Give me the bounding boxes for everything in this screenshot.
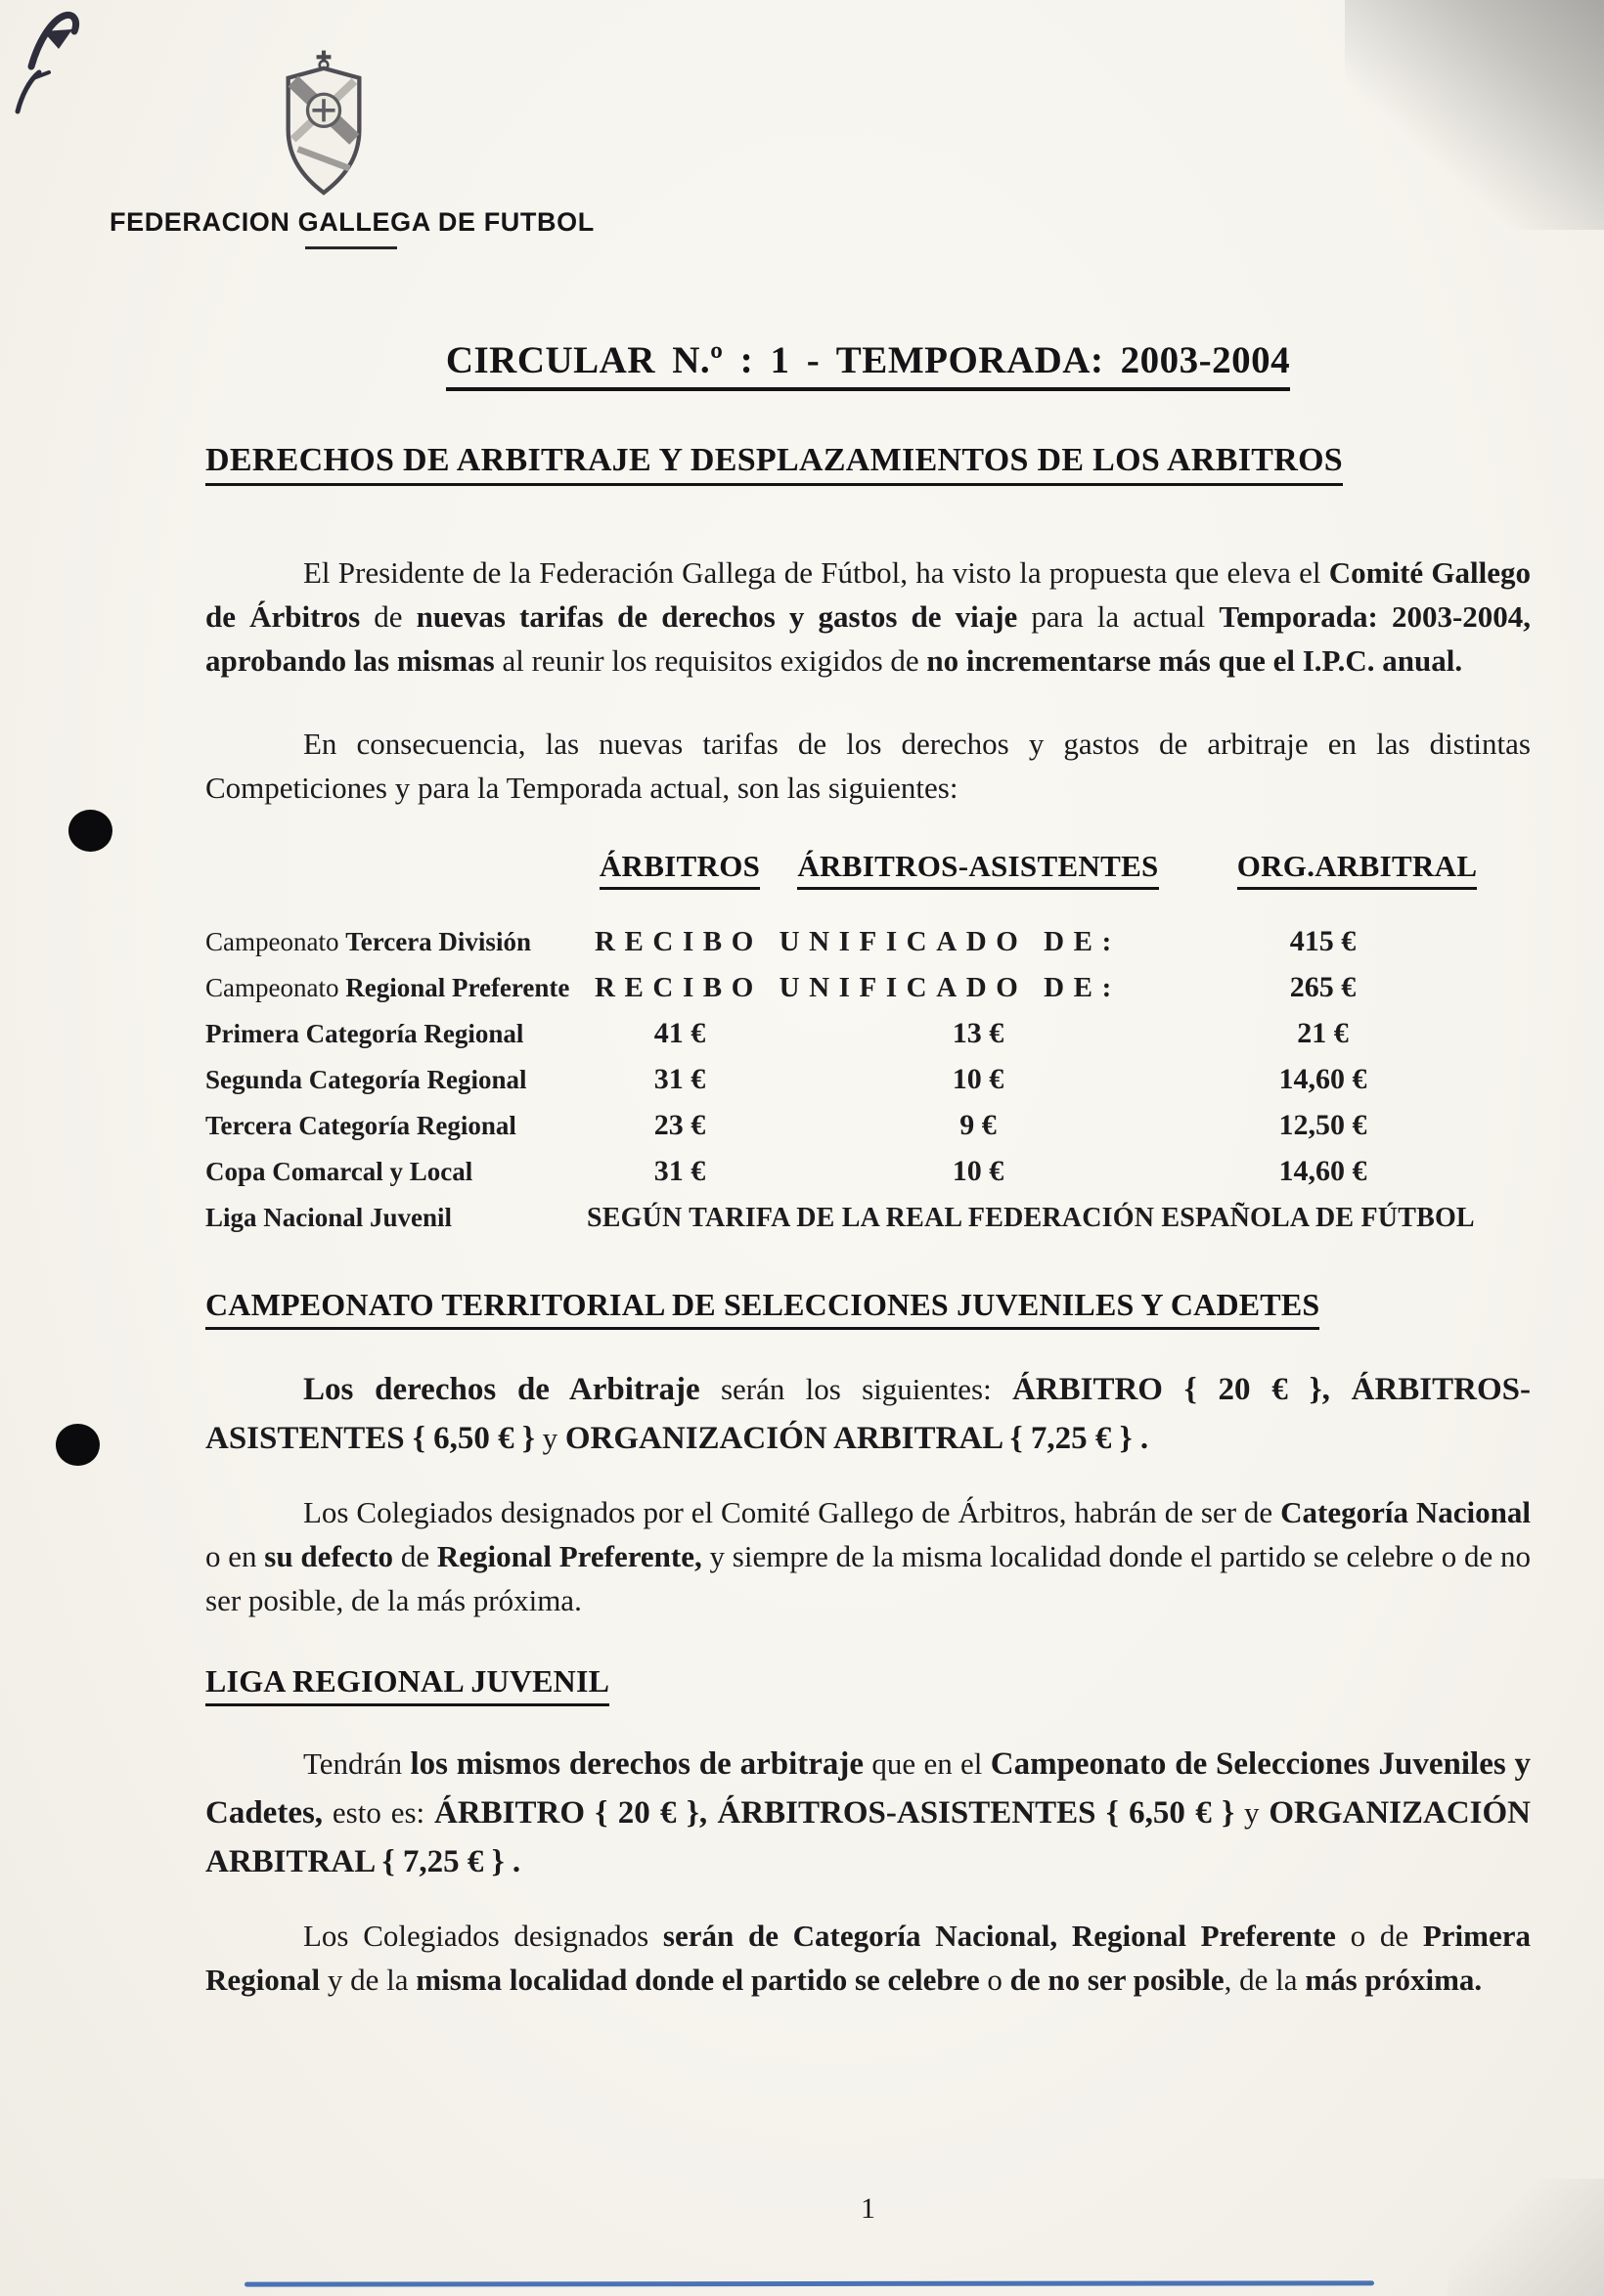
section-heading-row — [205, 1663, 1531, 1706]
bold-text-run: nuevas tarifas de derechos y gastos de viaje — [416, 599, 1018, 634]
section1-paragraph-1 — [205, 1365, 1531, 1463]
bold-text-run: Copa Comarcal y Local — [205, 1157, 473, 1186]
bold-text-run: ÁRBITRO { 20 € }, ÁRBITROS-ASISTENTES { 6,50 € } — [433, 1795, 1235, 1831]
text-run: que en el — [864, 1746, 991, 1781]
bold-text-run: de no ser posible — [1009, 1963, 1225, 1997]
section2-paragraph-2 — [205, 1914, 1531, 2002]
tariff-value-org: 415 € — [1289, 925, 1357, 957]
tariff-value-org: 265 € — [1289, 971, 1357, 1003]
tariff-value-org: 14,60 € — [1278, 1155, 1367, 1187]
section-selecciones-juveniles-cadetes — [205, 1287, 1531, 1622]
punch-hole-bottom — [56, 1424, 100, 1466]
text-run: Campeonato — [205, 927, 346, 956]
tariff-row-label — [205, 1197, 587, 1233]
tariff-table-row — [205, 921, 1531, 967]
text-run: En consecuencia, las nuevas tarifas de los derechos y gastos de arbitraje en las distintas Competiciones y para la Temporada actual, son las siguientes: — [205, 727, 1531, 805]
tariff-value-arbitros: 31 € — [653, 1063, 706, 1095]
tariff-row-label — [205, 1151, 587, 1187]
text-run: esto es: — [323, 1795, 434, 1830]
bold-text-run: Segunda Categoría Regional — [205, 1065, 527, 1094]
text-run: serán los siguientes: — [699, 1372, 1012, 1406]
bold-text-run: misma localidad donde el partido se celebre — [416, 1963, 980, 1997]
section-liga-regional-juvenil — [205, 1663, 1531, 2002]
text-run: o en — [205, 1539, 265, 1573]
tariff-value-org: 12,50 € — [1278, 1109, 1367, 1141]
col-header-org-arbitral: ORG.ARBITRAL — [1237, 849, 1478, 890]
tariff-value-arbitros: 23 € — [653, 1109, 706, 1141]
tariff-table-row — [205, 1013, 1531, 1059]
tariff-value-asistentes: 10 € — [952, 1155, 1004, 1187]
federation-name-text: FEDERACION GALLEGA DE FUTBOL — [110, 207, 595, 237]
text-run: Los Colegiados designados — [303, 1919, 663, 1953]
text-run: de — [393, 1539, 437, 1573]
text-run: Campeonato — [205, 973, 346, 1002]
text-run: , de la — [1224, 1963, 1306, 1997]
tariff-table-header — [205, 849, 1531, 898]
bold-text-run: más próxima. — [1305, 1963, 1483, 1997]
bold-text-run: Comité Gallego de Árbitros — [205, 555, 1531, 634]
text-run: al reunir los requisitos exigidos de — [494, 643, 927, 678]
bold-text-run: Regional Preferente, — [436, 1539, 702, 1573]
text-run: y — [1234, 1795, 1270, 1830]
tariff-value-org: 14,60 € — [1278, 1063, 1367, 1095]
tariff-value-asistentes: 10 € — [952, 1063, 1004, 1095]
bold-text-run: no incrementarse más que el I.P.C. anual. — [926, 643, 1463, 678]
text-run: y de la — [320, 1963, 417, 1997]
text-run: y siempre de la misma localidad donde el partido se celebre o de no ser posible, de la más próxima. — [205, 1539, 1531, 1617]
intro-paragraph-2 — [205, 722, 1531, 810]
document-subtitle: DERECHOS DE ARBITRAJE Y DESPLAZAMIENTOS DE LOS ARBITROS — [205, 442, 1343, 486]
letterhead — [0, 0, 1604, 256]
intro-paragraph-1 — [205, 551, 1531, 683]
section-heading-row — [205, 1287, 1531, 1330]
tariff-value-arbitros: 31 € — [653, 1155, 706, 1187]
scan-blue-line-artifact — [245, 2280, 1374, 2286]
tariff-header-asistentes-cell — [773, 849, 1183, 890]
bold-text-run: Regional Preferente — [345, 973, 570, 1002]
bold-text-run: Campeonato de Selecciones Juveniles y Cadetes, — [205, 1746, 1532, 1831]
tariff-row-label — [205, 1105, 587, 1141]
tariff-table-body — [205, 921, 1531, 1238]
bold-text-run: ORGANIZACIÓN ARBITRAL { 7,25 € } . — [205, 1795, 1532, 1879]
tariff-rfef-note: SEGÚN TARIFA DE LA REAL FEDERACIÓN ESPAÑOLA DE FÚTBOL — [587, 1203, 1475, 1233]
text-run: para la actual — [1017, 599, 1220, 634]
tariff-row-label — [205, 1059, 587, 1095]
tariff-unified-receipt-text: RECIBO UNIFICADO DE: — [595, 926, 1121, 957]
tariff-unified-receipt-text: RECIBO UNIFICADO DE: — [595, 972, 1121, 1003]
text-run: de — [360, 599, 417, 634]
bold-text-run: Primera Regional — [205, 1919, 1531, 1997]
tariff-table-row — [205, 967, 1531, 1013]
col-header-arbitros: ÁRBITROS — [600, 849, 760, 890]
bold-text-run: Tercera Categoría Regional — [205, 1111, 516, 1140]
bold-text-run: su defecto — [264, 1539, 394, 1573]
text-run: Tendrán — [303, 1746, 411, 1781]
subtitle-row — [205, 442, 1531, 486]
text-run: y — [534, 1421, 565, 1455]
section-heading-campeonato-territorial: CAMPEONATO TERRITORIAL DE SELECCIONES JUVENILES Y CADETES — [205, 1287, 1319, 1330]
title-row — [205, 338, 1531, 391]
bold-text-run: ÁRBITRO { 20 € }, ÁRBITROS-ASISTENTES { 6,50 € } — [205, 1372, 1531, 1456]
section1-paragraph-2 — [205, 1490, 1531, 1622]
tariff-table-row — [205, 1197, 1531, 1238]
bold-text-run: Los derechos de Arbitraje — [303, 1372, 700, 1407]
tariff-value-org: 21 € — [1297, 1017, 1349, 1049]
text-run: o de — [1335, 1919, 1423, 1953]
bold-text-run: ORGANIZACIÓN ARBITRAL { 7,25 € } . — [564, 1421, 1149, 1456]
page-number: 1 — [861, 2192, 875, 2225]
text-run: El Presidente de la Federación Gallega de Fútbol, ha visto la propuesta que eleva el — [303, 555, 1329, 590]
bold-text-run: Liga Nacional Juvenil — [205, 1203, 453, 1232]
tariff-value-asistentes: 13 € — [952, 1017, 1004, 1049]
tariff-table-row — [205, 1151, 1531, 1197]
tariff-row-label — [205, 921, 587, 957]
tariff-table-row — [205, 1059, 1531, 1105]
section2-paragraph-1 — [205, 1740, 1531, 1886]
document-body — [0, 338, 1604, 2002]
tariff-table-row — [205, 1105, 1531, 1151]
bold-text-run: los mismos derechos de arbitraje — [410, 1746, 865, 1782]
tariff-header-arbitros-cell — [587, 849, 773, 890]
bold-text-run: Temporada: 2003-2004, aprobando las mismas — [205, 599, 1532, 678]
tariff-row-label — [205, 967, 587, 1003]
punch-hole-top — [68, 810, 112, 852]
tariff-row-label — [205, 1013, 587, 1049]
bold-text-run: Categoría Nacional — [1280, 1495, 1531, 1529]
bold-text-run: Primera Categoría Regional — [205, 1019, 524, 1048]
tariff-value-arbitros: 41 € — [653, 1017, 706, 1049]
tariff-value-asistentes: 9 € — [959, 1109, 997, 1141]
section-heading-liga-regional: LIGA REGIONAL JUVENIL — [205, 1663, 609, 1706]
text-run: o — [979, 1963, 1010, 1997]
circular-title: CIRCULAR N.º : 1 - TEMPORADA: 2003-2004 — [446, 338, 1290, 391]
federation-crest-logo — [272, 49, 376, 198]
letterhead-underline — [305, 246, 397, 249]
bold-text-run: Tercera División — [345, 927, 531, 956]
tariff-header-org-cell — [1183, 849, 1531, 890]
col-header-arbitros-asistentes: ÁRBITROS-ASISTENTES — [797, 849, 1158, 890]
bold-text-run: serán de Categoría Nacional, Regional Preferente — [662, 1919, 1336, 1953]
text-run: Los Colegiados designados por el Comité Gallego de Árbitros, habrán de ser de — [303, 1495, 1281, 1529]
